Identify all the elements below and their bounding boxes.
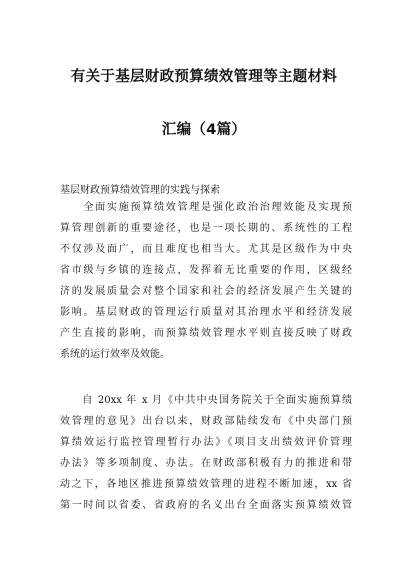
paragraph-line: 办法》等多项制度、办法。在财政部积极有力的推进和带 xyxy=(60,458,352,469)
section-heading: 基层财政预算绩效管理的实践与探索 xyxy=(60,185,220,196)
paragraph-line: 省市级与乡镇的连接点，发挥着无比重要的作用，区级经 xyxy=(60,265,352,276)
paragraph-line: 产生直接的影响，而预算绩效管理水平则直接反映了财政 xyxy=(60,328,352,339)
document-title-line-2: 汇编（4篇） xyxy=(161,122,247,138)
paragraph-line: 动之下，各地区推进预算绩效管理的进程不断加速，xx 省 xyxy=(60,479,352,490)
paragraph-1 xyxy=(60,197,352,365)
document-title-line-1: 有关于基层财政预算绩效管理等主题材料 xyxy=(70,69,338,85)
paragraph-line: 影响。基层财政的管理运行质量对其治理水平和经济发展 xyxy=(60,307,352,318)
paragraph-line: 第一时间以省委、省政府的名义出台全面落实预算绩效管 xyxy=(60,500,352,511)
paragraph-line: 济的发展质量会对整个国家和社会的经济发展产生关键的 xyxy=(60,286,352,297)
paragraph-line: 全面实施预算绩效管理是强化政治治理效能及实现预 xyxy=(60,202,352,213)
paragraph-line: 算管理创新的重要途径，也是一项长期的、系统性的工程 xyxy=(60,223,352,234)
paragraph-line: 自 20xx 年 x 月《中共中央国务院关于全面实施预算绩 xyxy=(60,395,352,406)
paragraph-line: 算绩效运行监控管理暂行办法》《项目支出绩效评价管理 xyxy=(60,437,352,448)
paragraph-line: 效管理的意见》出台以来，财政部陆续发布《中央部门预 xyxy=(60,416,352,427)
paragraph-line: 不仅涉及面广，而且难度也相当大。尤其是区级作为中央 xyxy=(60,244,352,255)
paragraph-line: 系统的运行效率及效能。 xyxy=(60,349,170,360)
paragraph-2 xyxy=(60,390,352,516)
